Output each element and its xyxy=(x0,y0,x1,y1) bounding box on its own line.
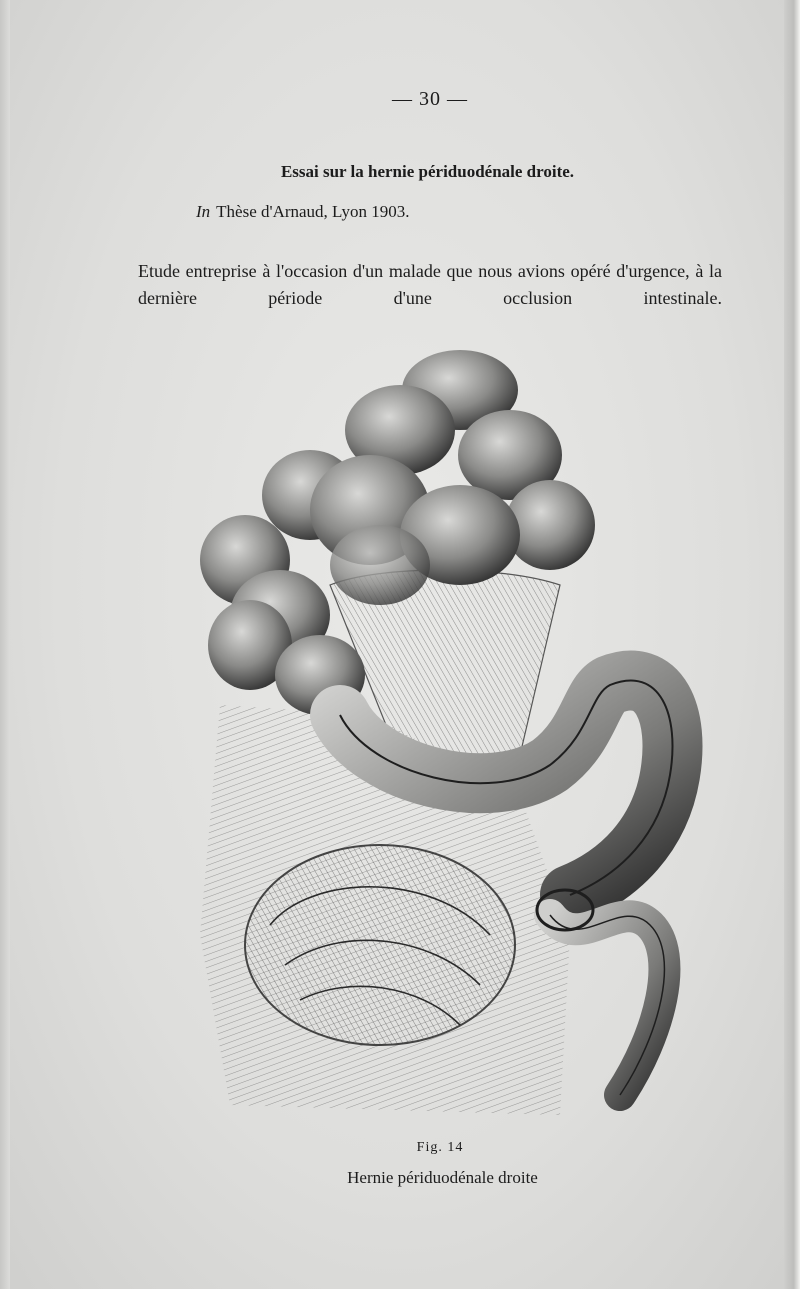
engraving-drawing xyxy=(190,335,710,1125)
page-right-edge xyxy=(784,0,800,1289)
hernia-illustration xyxy=(190,335,710,1125)
citation xyxy=(196,202,410,222)
body-paragraph: Etude entreprise à l'occasion d'un malade que nous avions opéré d'urgence, à la dernière période d'une occlusion intestinale. xyxy=(138,261,722,308)
figure-number: Fig. 14 xyxy=(416,1140,464,1155)
page-number: — 30 — xyxy=(392,88,468,110)
section-title: Essai sur la hernie périduodénale droite. xyxy=(280,162,575,181)
page-left-edge xyxy=(0,0,10,1289)
citation-text: Thèse d'Arnaud, Lyon 1903. xyxy=(216,202,410,221)
citation-prefix: In xyxy=(196,202,211,221)
figure-caption: Hernie périduodénale droite xyxy=(347,1168,538,1187)
